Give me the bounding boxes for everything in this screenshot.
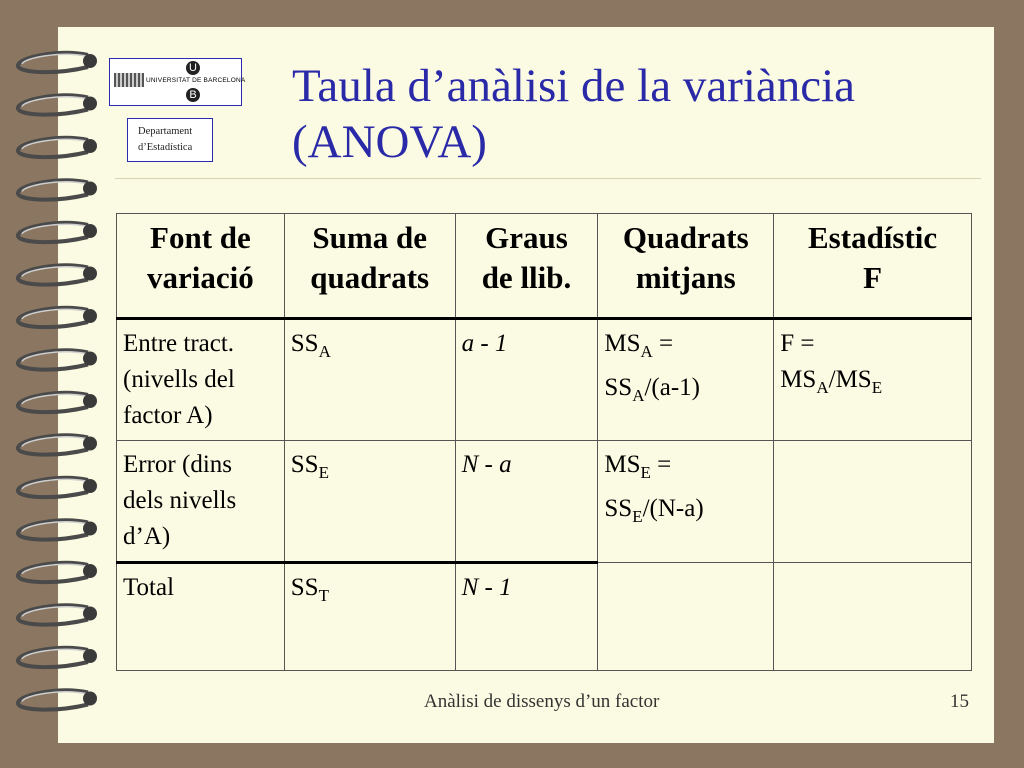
spiral-hole	[83, 54, 97, 68]
table-row-error	[117, 441, 972, 563]
spiral-ring	[18, 520, 88, 539]
spiral-ring	[18, 180, 88, 199]
spiral-hole	[83, 522, 97, 536]
spiral-ring	[18, 563, 88, 582]
logo-letter-u: U	[186, 61, 200, 75]
spiral-hole	[83, 479, 97, 493]
page-number: 15	[950, 691, 969, 712]
cell-f: F = $MS_A/MS_E$	[774, 319, 972, 441]
header-f-statistic: Estadístic F	[774, 214, 972, 319]
spiral-hole	[83, 267, 97, 281]
logo-building-icon	[114, 73, 144, 87]
spiral-ring	[18, 95, 88, 114]
title-line1: Taula d’anàlisi de la variància	[292, 60, 856, 112]
spiral-ring	[18, 350, 88, 369]
cell-ms: $MS_A$ = $SS_A/(a-1)$	[598, 319, 774, 441]
cell-ss: $SS_A$	[284, 319, 455, 441]
spiral-hole	[83, 97, 97, 111]
cell-f	[774, 563, 972, 671]
cell-ss: $SS_E$	[284, 441, 455, 563]
cell-source: Total	[117, 563, 285, 671]
cell-df: a - 1	[455, 319, 598, 441]
spiral-ring	[18, 138, 88, 157]
spiral-hole	[83, 607, 97, 621]
header-mean-squares: Quadrats mitjans	[598, 214, 774, 319]
spiral-hole	[83, 224, 97, 238]
spiral-hole	[83, 139, 97, 153]
title-divider	[115, 178, 981, 179]
spiral-hole	[83, 394, 97, 408]
spiral-hole	[83, 649, 97, 663]
spiral-ring	[18, 690, 88, 709]
anova-table	[116, 213, 972, 671]
spiral-ring	[18, 478, 88, 497]
spiral-hole	[83, 692, 97, 706]
cell-df: N - 1	[455, 563, 598, 671]
spiral-ring	[18, 53, 88, 72]
spiral-ring	[18, 393, 88, 412]
table-header-row	[117, 214, 972, 319]
university-logo	[109, 58, 246, 106]
cell-df: N - a	[455, 441, 598, 563]
spiral-hole	[83, 352, 97, 366]
logo-university-name: UNIVERSITAT DE BARCELONA	[146, 77, 246, 84]
table-row-total	[117, 563, 972, 671]
spiral-hole	[83, 182, 97, 196]
cell-source: Error (dins dels nivells d’A)	[117, 441, 285, 563]
header-degrees-of-freedom: Graus de llib.	[455, 214, 598, 319]
spiral-ring	[18, 435, 88, 454]
logo-letter-b: B	[186, 88, 200, 102]
title-line2: (ANOVA)	[292, 116, 487, 168]
header-sum-of-squares: Suma de quadrats	[284, 214, 455, 319]
header-source: Font de variació	[117, 214, 285, 319]
spiral-ring	[18, 648, 88, 667]
spiral-hole	[83, 437, 97, 451]
department-line1: Departament	[138, 126, 193, 137]
cell-ms: $MS_E$ = $SS_E/(N-a)$	[598, 441, 774, 563]
spiral-binding	[0, 40, 110, 740]
table-row-between	[117, 319, 972, 441]
footer-text: Anàlisi de dissenys d’un factor	[424, 691, 660, 712]
slide-title	[292, 58, 982, 170]
spiral-hole	[83, 309, 97, 323]
cell-ms	[598, 563, 774, 671]
spiral-ring	[18, 605, 88, 624]
department-line2: d’Estadística	[138, 142, 193, 153]
cell-source: Entre tract. (nivells del factor A)	[117, 319, 285, 441]
department-badge	[127, 118, 213, 162]
cell-ss: $SS_T$	[284, 563, 455, 671]
spiral-ring	[18, 223, 88, 242]
spiral-ring	[18, 265, 88, 284]
cell-f	[774, 441, 972, 563]
spiral-hole	[83, 564, 97, 578]
spiral-ring	[18, 308, 88, 327]
